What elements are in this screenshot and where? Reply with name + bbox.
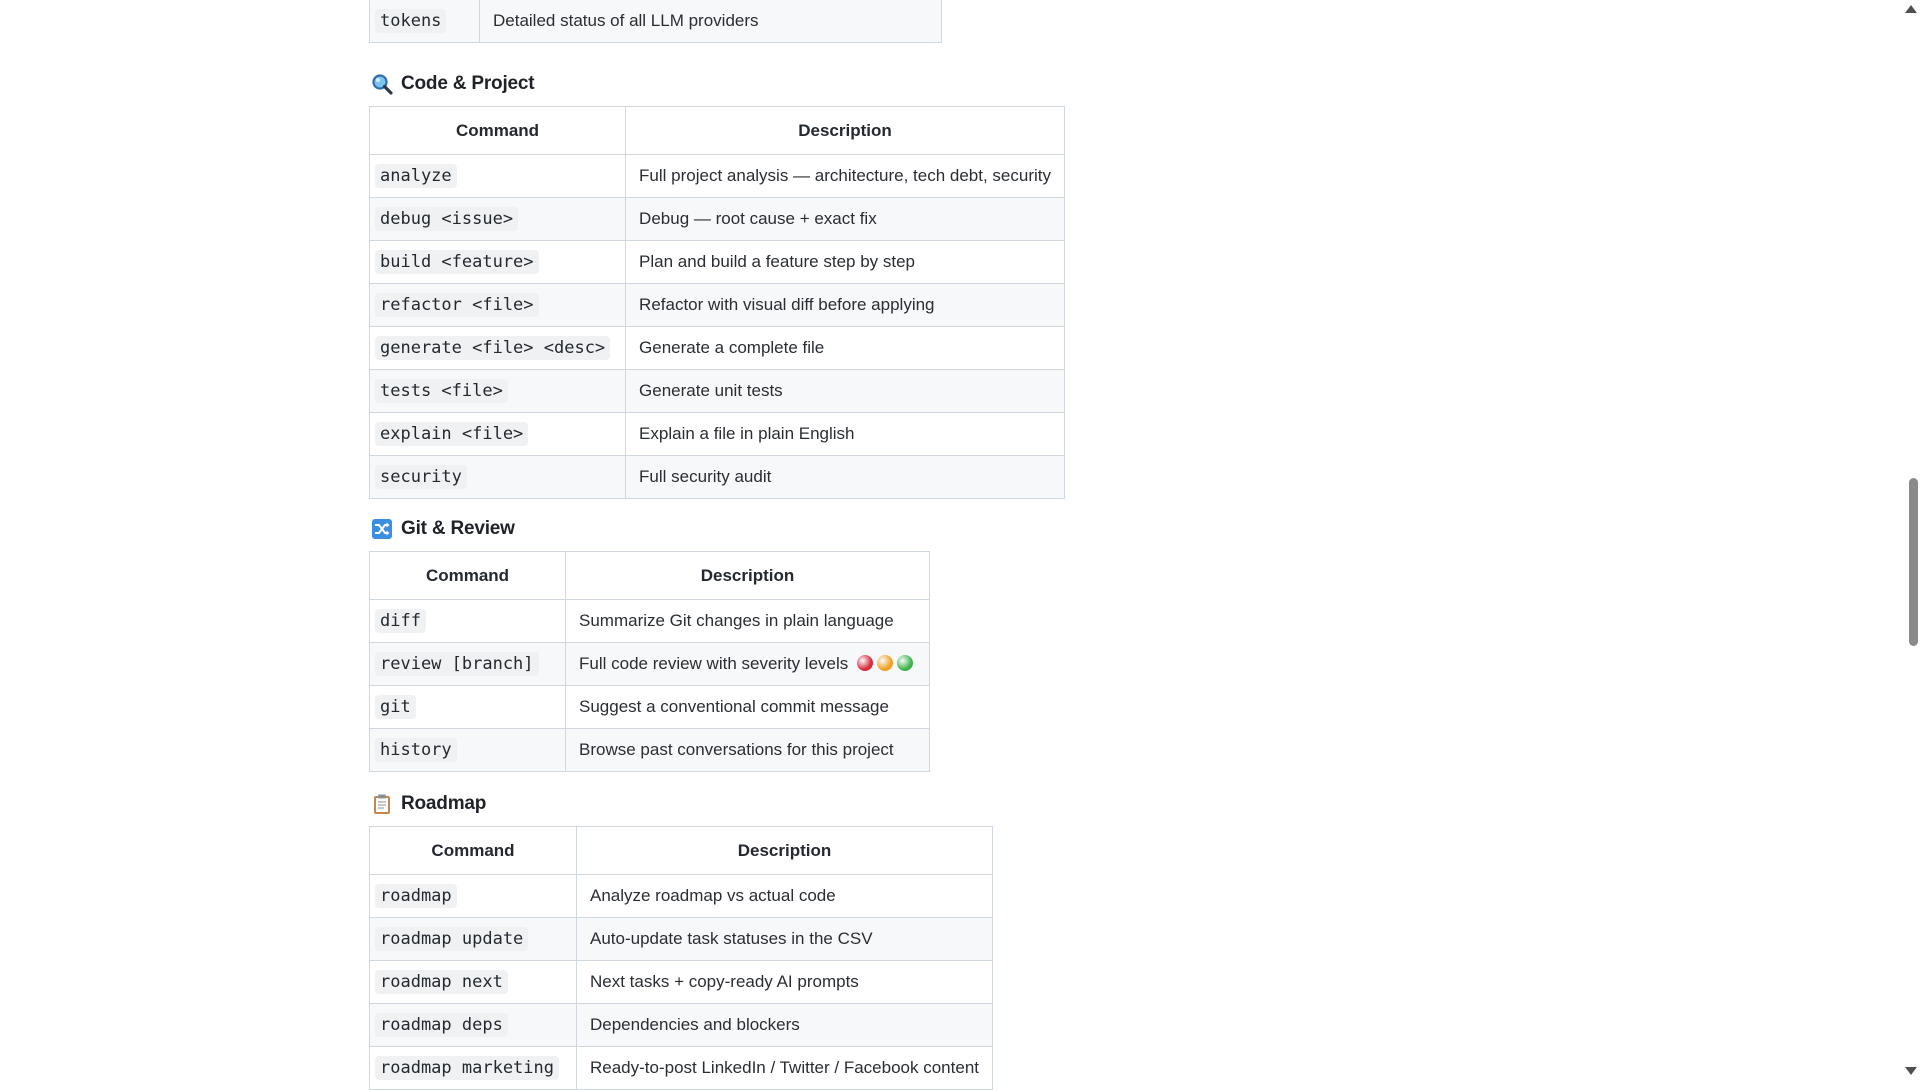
table-row — [370, 327, 1065, 370]
command-code: debug <issue> — [375, 207, 518, 231]
table-row — [370, 729, 930, 772]
command-cell — [370, 413, 626, 456]
description-cell: Browse past conversations for this project — [566, 729, 930, 772]
scrollbar-thumb[interactable] — [1909, 478, 1918, 646]
table-row — [370, 155, 1065, 198]
command-cell — [370, 327, 626, 370]
command-cell — [370, 729, 566, 772]
description-cell: Refactor with visual diff before applying — [626, 284, 1065, 327]
magnifier-icon — [371, 73, 393, 95]
command-code: roadmap deps — [375, 1013, 508, 1037]
command-code: roadmap — [375, 884, 457, 908]
command-cell — [370, 1004, 577, 1047]
command-cell — [370, 198, 626, 241]
table-row — [370, 284, 1065, 327]
description-cell: Generate a complete file — [626, 327, 1065, 370]
command-cell — [370, 686, 566, 729]
command-cell — [370, 155, 626, 198]
shuffle-icon — [371, 518, 393, 540]
description-cell: Auto-update task statuses in the CSV — [576, 918, 992, 961]
table-row — [370, 875, 993, 918]
section-title: Code & Project — [401, 73, 535, 94]
description-cell: Debug — root cause + exact fix — [626, 198, 1065, 241]
section-heading-code-project — [371, 68, 1065, 100]
command-code: build <feature> — [375, 250, 539, 274]
table-row — [370, 456, 1065, 499]
column-header-description: Description — [576, 827, 992, 875]
command-code: git — [375, 695, 416, 719]
column-header-description: Description — [626, 107, 1065, 155]
section-title: Git & Review — [401, 518, 515, 539]
section-heading-git-review — [371, 513, 1065, 545]
vertical-scrollbar[interactable] — [1902, 0, 1920, 1080]
table-row — [370, 198, 1065, 241]
description-cell — [566, 643, 930, 686]
command-code: refactor <file> — [375, 293, 539, 317]
command-cell — [370, 370, 626, 413]
code-project-table — [369, 106, 1065, 499]
table-header-row — [370, 552, 930, 600]
command-code: review [branch] — [375, 652, 539, 676]
description-cell: Full project analysis — architecture, tech debt, security — [626, 155, 1065, 198]
command-cell — [370, 284, 626, 327]
description-cell: Detailed status of all LLM providers — [480, 0, 942, 43]
column-header-command: Command — [370, 107, 626, 155]
table-row — [370, 1004, 993, 1047]
description-text: Full code review with severity levels — [579, 654, 849, 673]
description-cell: Ready-to-post LinkedIn / Twitter / Facebook content — [576, 1047, 992, 1090]
command-code: security — [375, 465, 467, 489]
command-cell — [370, 875, 577, 918]
command-code: analyze — [375, 164, 457, 188]
section-heading-roadmap — [371, 788, 1065, 820]
section-title: Roadmap — [401, 793, 487, 814]
command-cell — [370, 643, 566, 686]
description-cell: Summarize Git changes in plain language — [566, 600, 930, 643]
command-cell — [370, 1047, 577, 1090]
description-cell: Next tasks + copy-ready AI prompts — [576, 961, 992, 1004]
command-code: roadmap next — [375, 970, 508, 994]
table-row — [370, 370, 1065, 413]
table-row — [370, 686, 930, 729]
table-row — [370, 600, 930, 643]
description-cell: Analyze roadmap vs actual code — [576, 875, 992, 918]
green-circle-icon — [897, 655, 913, 671]
description-cell: Dependencies and blockers — [576, 1004, 992, 1047]
command-cell — [370, 600, 566, 643]
table-row — [370, 241, 1065, 284]
command-cell — [370, 241, 626, 284]
llm-commands-table — [369, 0, 942, 43]
command-cell — [370, 961, 577, 1004]
roadmap-table — [369, 826, 993, 1090]
command-cell — [370, 456, 626, 499]
clipboard-icon — [371, 793, 393, 815]
table-header-row — [370, 827, 993, 875]
top-table-wrap — [369, 0, 1065, 56]
git-review-table — [369, 551, 930, 772]
table-row — [370, 643, 930, 686]
command-code: roadmap marketing — [375, 1056, 559, 1080]
table-header-row — [370, 107, 1065, 155]
description-cell: Full security audit — [626, 456, 1065, 499]
description-cell: Plan and build a feature step by step — [626, 241, 1065, 284]
command-cell — [370, 0, 480, 43]
table-row — [370, 1047, 993, 1090]
description-cell: Explain a file in plain English — [626, 413, 1065, 456]
command-code: tests <file> — [375, 379, 508, 403]
column-header-command: Command — [370, 552, 566, 600]
yellow-circle-icon — [877, 655, 893, 671]
command-code: history — [375, 738, 457, 762]
column-header-command: Command — [370, 827, 577, 875]
table-row — [370, 0, 942, 43]
scroll-up-arrow-icon[interactable] — [1905, 5, 1917, 13]
column-header-description: Description — [566, 552, 930, 600]
command-code: diff — [375, 609, 426, 633]
description-cell: Generate unit tests — [626, 370, 1065, 413]
description-cell: Suggest a conventional commit message — [566, 686, 930, 729]
command-code: roadmap update — [375, 927, 528, 951]
command-cell — [370, 918, 577, 961]
table-row — [370, 961, 993, 1004]
red-circle-icon — [857, 655, 873, 671]
command-code: generate <file> <desc> — [375, 336, 610, 360]
table-row — [370, 918, 993, 961]
table-row — [370, 413, 1065, 456]
command-code: tokens — [375, 9, 446, 33]
scroll-down-arrow-icon[interactable] — [1905, 1067, 1917, 1075]
command-code: explain <file> — [375, 422, 528, 446]
readme-content — [369, 0, 1065, 1090]
